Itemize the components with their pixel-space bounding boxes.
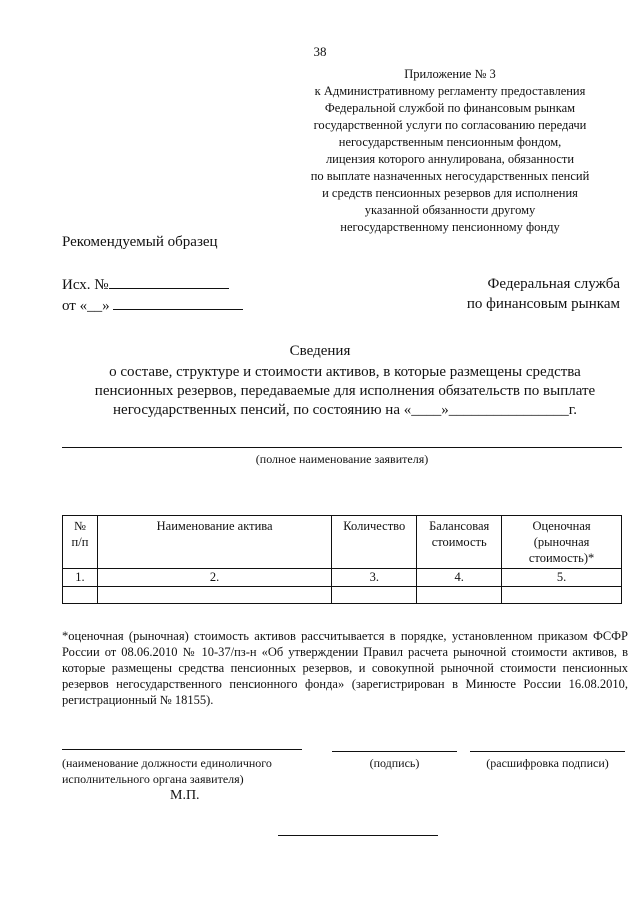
addressee-line: по финансовым рынкам [466,296,620,312]
decoding-caption: (расшифровка подписи) [486,756,609,770]
bottom-line [278,835,438,836]
annex-line: и средств пенсионных резервов для исполнения [322,186,578,200]
annex-line: негосударственному пенсионному фонду [340,220,560,234]
outgoing-number-field[interactable] [109,274,229,289]
annex-line: Федеральной службой по финансовым рынкам [324,101,576,115]
table-row [63,587,622,604]
subtitle-line: негосударственных пенсий, по состоянию на «____»________________г. [113,402,577,418]
subtitle-line: о составе, структуре и стоимости активов, в которые размещены средства [109,364,581,380]
annex-line: лицензия которого аннулирована, обязанности [325,152,575,166]
addressee [420,274,620,314]
table-header-row [63,516,622,569]
outgoing-date-field[interactable] [113,295,243,310]
table-cell[interactable] [97,587,331,604]
table-cell: 1. [63,569,98,587]
annex-line: указанной обязанности другому [364,203,536,217]
assets-table [62,515,622,604]
stamp-label: М.П. [170,788,200,803]
table-cell: 2. [97,569,331,587]
col-header-market-value: Оценочная (рыночная стоимость)* [502,516,622,569]
signature-caption: (подпись) [369,756,420,770]
table-cell[interactable] [502,587,622,604]
recommended-sample-label: Рекомендуемый образец [62,234,218,250]
col-header-asset-name: Наименование актива [97,516,331,569]
signature-field[interactable] [332,751,457,752]
addressee-line: Федеральная служба [487,276,620,292]
annex-line: по выплате назначенных негосударственных пенсий [310,169,590,183]
document-title: Сведения [289,343,351,359]
col-header-number: № п/п [63,516,98,569]
annex-title: Приложение № 3 [404,67,496,81]
annex-line: государственной услуги по согласованию передачи [313,118,587,132]
table-cell[interactable] [417,587,502,604]
subtitle-line: пенсионных резервов, передаваемые для исполнения обязательств по выплате [94,383,596,399]
table-cell: 5. [502,569,622,587]
table-cell[interactable] [63,587,98,604]
position-field[interactable] [62,749,302,750]
signature-decoding-field[interactable] [470,751,625,752]
position-caption-line: исполнительного органа заявителя) [62,772,244,786]
table-numbering-row [63,569,622,587]
table-cell: 3. [332,569,417,587]
footnote: *оценочная (рыночная) стоимость активов рассчитывается в порядке, установленном приказом ФСФР России от 08.06.2010 № 10-37/пз-н «Об утверждении Правил расчета рыночной стоимости активов, в которые размещены средства пенсионных резервов, и совокупной рыночной стоимости пенсионных резервов негосударственного пенсионного фонда» (зарегистрирован в Минюсте России 16.08.2010, регистрационный № 18155). [62,629,628,707]
annex-line: негосударственным пенсионным фондом, [338,135,562,149]
col-header-quantity: Количество [332,516,417,569]
outgoing-date-label: от «__» [62,298,110,314]
annex-header [300,66,600,236]
document-subtitle [60,363,630,420]
outgoing-number-label: Исх. № [62,277,109,293]
col-header-balance-value: Балансовая стоимость [417,516,502,569]
page-number: 38 [313,44,327,59]
outgoing-block [62,274,243,316]
position-caption-line: (наименование должности единоличного [62,756,272,770]
annex-line: к Административному регламенту предоставления [314,84,586,98]
table-cell[interactable] [332,587,417,604]
applicant-caption: (полное наименование заявителя) [255,452,429,466]
applicant-name-field[interactable] [62,447,622,448]
position-caption [62,755,322,787]
table-cell: 4. [417,569,502,587]
